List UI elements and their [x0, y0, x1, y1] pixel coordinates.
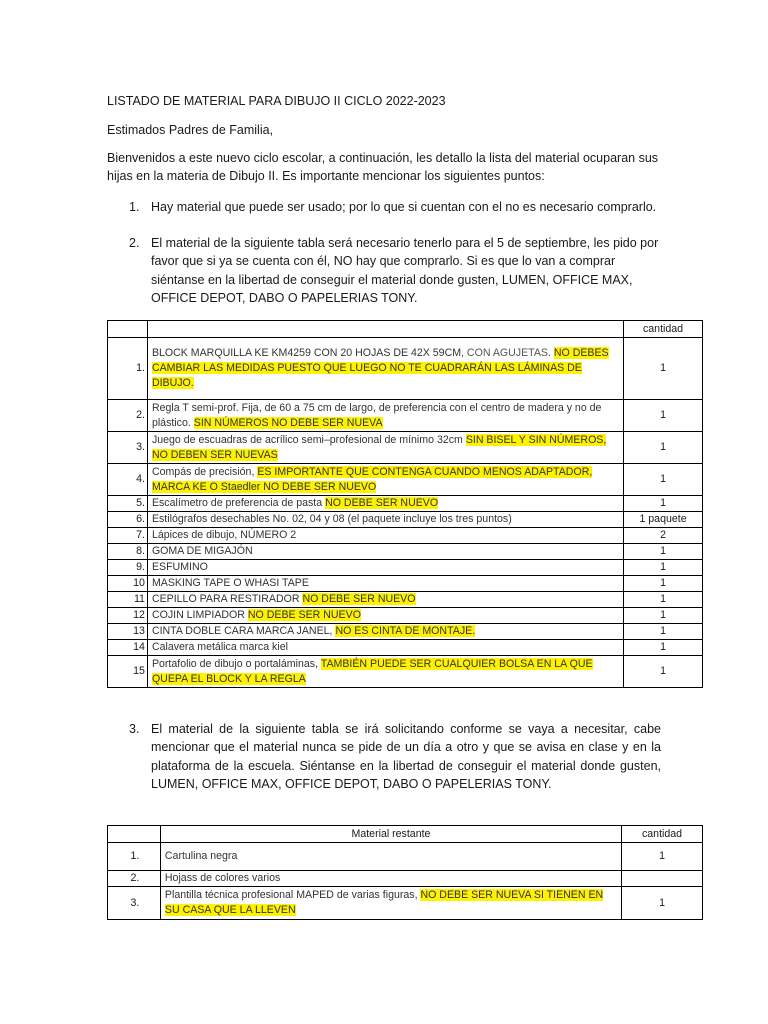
item-text: Regla T semi-prof. Fija, de 60 a 75 cm de largo, de preferencia con el centro de madera y no de plástico.	[151, 401, 602, 429]
row-number: 1.	[108, 338, 148, 400]
row-quantity: 1	[624, 592, 703, 608]
row-description	[147, 576, 623, 592]
point-number: 1.	[129, 200, 140, 214]
item-text: Calavera metálica marca kiel	[151, 641, 288, 654]
row-number: 6.	[108, 512, 148, 528]
row-number: 12	[108, 608, 148, 624]
table-row	[108, 496, 703, 512]
column-header: cantidad	[622, 826, 703, 843]
highlighted-note: ES IMPORTANTE QUE CONTENGA CUANDO MENOS ADAPTADOR, MARCA KE O Staedler NO DEBE SER NUEVO	[151, 465, 593, 493]
row-description	[147, 544, 623, 560]
row-number: 2.	[108, 400, 148, 432]
point-text: El material de la siguiente tabla se irá solicitando conforme se vaya a necesitar, cabe mencionar que el material nunca se pide de un día a otro y que se avisa en clase y en la plataforma de la escuela. Siéntanse en la libertad de conseguir el material donde gusten, LUMEN, OFFICE MAX, OFFICE DEPOT, DABO O PAPELERIAS TONY.	[151, 722, 661, 792]
row-number: 1.	[108, 843, 161, 871]
row-number: 8.	[108, 544, 148, 560]
table-row	[108, 592, 703, 608]
row-description	[160, 887, 621, 920]
table-header-row	[108, 321, 703, 338]
table-row	[108, 560, 703, 576]
item-text: CEPILLO PARA RESTIRADOR	[151, 593, 300, 606]
table-row	[108, 432, 703, 464]
row-quantity	[622, 871, 703, 887]
item-note: , CON AGUJETAS.	[461, 347, 551, 360]
row-description	[160, 843, 621, 871]
row-quantity: 1	[624, 338, 703, 400]
item-text: Juego de escuadras de acrílico semi–profesional de mínimo 32cm	[151, 433, 463, 446]
material-table-1	[107, 320, 703, 688]
row-description	[147, 608, 623, 624]
row-description	[147, 338, 623, 400]
highlighted-note: SIN NÚMEROS NO DEBE SER NUEVA	[193, 416, 383, 429]
row-number: 13	[108, 624, 148, 640]
row-description	[147, 592, 623, 608]
table-row	[108, 400, 703, 432]
row-quantity: 1	[624, 496, 703, 512]
item-text: Escalímetro de preferencia de pasta	[151, 497, 323, 510]
item-text: Hojass de colores varios	[164, 872, 281, 885]
row-number: 3.	[108, 887, 161, 920]
item-text: GOMA DE MIGAJÓN	[151, 545, 253, 558]
table-row	[108, 871, 703, 887]
item-text: Cartulina negra	[164, 850, 238, 863]
column-header: cantidad	[624, 321, 703, 338]
column-header: Material restante	[160, 826, 621, 843]
table-row	[108, 887, 703, 920]
row-description	[147, 512, 623, 528]
item-text: Plantilla técnica profesional MAPED de varias figuras,	[164, 889, 418, 902]
row-quantity: 1	[624, 560, 703, 576]
item-text: Estilógrafos desechables No. 02, 04 y 08 (el paquete incluye los tres puntos)	[151, 513, 512, 526]
table-row	[108, 624, 703, 640]
row-quantity: 1 paquete	[624, 512, 703, 528]
table-row	[108, 464, 703, 496]
intro-paragraph: Bienvenidos a este nuevo ciclo escolar, a continuación, les detallo la lista del material ocuparan sus hijas en la materia de Dibujo II. Es importante mencionar los siguientes puntos:	[107, 151, 659, 183]
table-row	[108, 544, 703, 560]
row-description	[147, 400, 623, 432]
item-text: CINTA DOBLE CARA MARCA JANEL,	[151, 625, 333, 638]
row-number: 3.	[108, 432, 148, 464]
table-row	[108, 656, 703, 688]
row-number: 4.	[108, 464, 148, 496]
column-header	[108, 321, 148, 338]
row-description	[147, 624, 623, 640]
point-text: Hay material que puede ser usado; por lo que si cuentan con el no es necesario comprarlo.	[151, 200, 657, 214]
point-number: 3.	[129, 722, 140, 736]
greeting: Estimados Padres de Familia,	[107, 123, 274, 137]
highlighted-note: NO DEBES CAMBIAR LAS MEDIDAS PUESTO QUE LUEGO NO TE CUADRARÁN LAS LÁMINAS DE DIBUJO.	[151, 347, 609, 389]
item-text: Lápices de dibujo, NÚMERO 2	[151, 529, 297, 542]
row-number: 5.	[108, 496, 148, 512]
table-row	[108, 512, 703, 528]
row-number: 11	[108, 592, 148, 608]
highlighted-note: NO ES CINTA DE MONTAJE.	[335, 625, 476, 638]
row-quantity: 1	[624, 400, 703, 432]
row-description	[147, 640, 623, 656]
row-description	[147, 464, 623, 496]
row-description	[147, 560, 623, 576]
point-text: El material de la siguiente tabla será necesario tenerlo para el 5 de septiembre, les pido por favor que si ya se cuenta con él, NO hay que comprarlo. Si es que lo van a comprar siéntanse en la libertad de conseguir el material donde gusten, LUMEN, OFFICE MAX, OFFICE DEPOT, DABO O PAPELERIAS TONY.	[151, 236, 659, 306]
highlighted-note: SIN BISEL Y SIN NÚMEROS, NO DEBEN SER NUEVAS	[151, 433, 607, 461]
row-number: 14	[108, 640, 148, 656]
table-row	[108, 608, 703, 624]
document-title: LISTADO DE MATERIAL PARA DIBUJO II CICLO 2022-2023	[107, 94, 446, 108]
table-row	[108, 528, 703, 544]
row-quantity: 1	[622, 843, 703, 871]
row-quantity: 1	[624, 544, 703, 560]
highlighted-note: NO DEBE SER NUEVO	[302, 593, 416, 606]
column-header	[147, 321, 623, 338]
table-row	[108, 576, 703, 592]
table-row	[108, 640, 703, 656]
highlighted-note: NO DEBE SER NUEVO	[325, 497, 439, 510]
table-row	[108, 843, 703, 871]
row-description	[147, 432, 623, 464]
row-number: 10	[108, 576, 148, 592]
row-quantity: 1	[622, 887, 703, 920]
row-quantity: 1	[624, 432, 703, 464]
row-description	[147, 528, 623, 544]
row-description	[147, 496, 623, 512]
row-number: 9.	[108, 560, 148, 576]
item-text: MASKING TAPE O WHASI TAPE	[151, 577, 309, 590]
row-quantity: 1	[624, 608, 703, 624]
row-quantity: 1	[624, 640, 703, 656]
row-number: 15	[108, 656, 148, 688]
point-number: 2.	[129, 236, 140, 250]
row-quantity: 2	[624, 528, 703, 544]
row-number: 2.	[108, 871, 161, 887]
item-text: ESFUMINO	[151, 561, 208, 574]
item-text: Portafolio de dibujo o portaláminas,	[151, 657, 319, 670]
row-quantity: 1	[624, 656, 703, 688]
row-quantity: 1	[624, 464, 703, 496]
row-quantity: 1	[624, 624, 703, 640]
item-text: BLOCK MARQUILLA KE KM4259 CON 20 HOJAS DE 42X 59CM	[151, 347, 462, 360]
highlighted-note: NO DEBE SER NUEVO	[247, 609, 361, 622]
material-table-2	[107, 825, 703, 920]
column-header	[108, 826, 161, 843]
highlighted-note: NO DEBE SER NUEVA SI TIENEN EN SU CASA QUE LA LLEVEN	[164, 889, 604, 916]
row-description	[160, 871, 621, 887]
table-row	[108, 338, 703, 400]
row-quantity: 1	[624, 576, 703, 592]
row-description	[147, 656, 623, 688]
table-header-row	[108, 826, 703, 843]
item-text: COJIN LIMPIADOR	[151, 609, 245, 622]
item-text: Compás de precisión,	[151, 465, 255, 478]
row-number: 7.	[108, 528, 148, 544]
highlighted-note: TAMBIÉN PUEDE SER CUALQUIER BOLSA EN LA QUE QUEPA EL BLOCK Y LA REGLA	[151, 657, 593, 685]
